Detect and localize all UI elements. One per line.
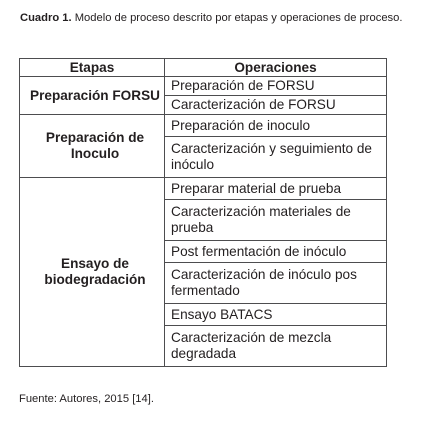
operation-cell: Preparación de inoculo <box>165 115 387 137</box>
table-source: Fuente: Autores, 2015 [14]. <box>19 393 154 405</box>
operation-cell: Post fermentación de inóculo <box>165 241 387 263</box>
stage-preparacion-inoculo: Preparación de Inoculo <box>20 115 165 178</box>
operation-cell: Caracterización materiales de prueba <box>165 200 387 241</box>
operation-cell: Caracterización de mezcla degradada <box>165 326 387 367</box>
process-table <box>19 58 387 367</box>
operation-cell: Caracterización de inóculo pos fermentado <box>165 263 387 304</box>
operation-cell: Caracterización de FORSU <box>165 96 387 115</box>
caption-label: Cuadro 1. <box>20 12 72 24</box>
header-operaciones: Operaciones <box>165 59 387 77</box>
operation-cell: Ensayo BATACS <box>165 304 387 326</box>
table-caption <box>20 9 410 27</box>
header-etapas: Etapas <box>20 59 165 77</box>
stage-preparacion-forsu: Preparación FORSU <box>20 77 165 115</box>
stage-ensayo-biodegradacion: Ensayo de biodegradación <box>20 178 165 367</box>
operation-cell: Preparar material de prueba <box>165 178 387 200</box>
operation-cell: Preparación de FORSU <box>165 77 387 96</box>
caption-text: Modelo de proceso descrito por etapas y operaciones de proceso. <box>71 12 403 24</box>
table-row <box>20 115 387 137</box>
operation-cell: Caracterización y seguimiento de inóculo <box>165 137 387 178</box>
table-row <box>20 77 387 96</box>
table-row <box>20 178 387 200</box>
